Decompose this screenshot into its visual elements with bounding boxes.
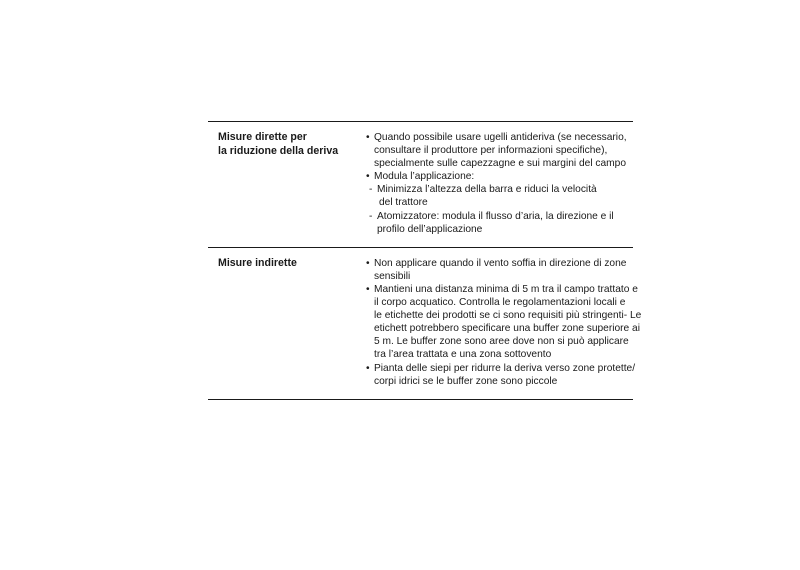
bullet-line: 5 m. Le buffer zone sono aree dove non si può applicare [374, 336, 629, 348]
bullet-line: Pianta delle siepi per ridurre la deriva verso zone protette/ [374, 362, 636, 374]
row-content [366, 131, 633, 236]
bullet-line: sensibili [374, 270, 411, 282]
bullet-icon: • [366, 171, 370, 183]
bullet-icon: • [366, 132, 370, 143]
bullet-item [366, 131, 633, 170]
row-header-line: la riduzione della deriva [218, 144, 339, 157]
row-header [208, 131, 366, 236]
bullet-line: tra l’area trattata e una zona sottovento [374, 349, 552, 361]
bullet-line: specialmente sulle capezzagne e sui margini del campo [374, 158, 626, 170]
row-content [366, 257, 641, 388]
bullet-line: le etichette dei prodotti se ci sono requisiti più stringenti- Le [374, 310, 642, 322]
dash-icon: - [369, 184, 373, 196]
bullet-line: consultare il produttore per informazioni specifiche), [374, 145, 608, 157]
bullet-icon: • [366, 362, 370, 374]
sub-item [366, 210, 633, 236]
row-header [208, 257, 366, 388]
bullet-item [366, 170, 633, 183]
measures-table [208, 121, 642, 400]
bullet-icon: • [366, 283, 370, 295]
bullet-line: il corpo acquatico. Controlla le regolamentazioni locali e [374, 297, 626, 309]
bullet-item [366, 362, 641, 388]
row-header-line: Misure indirette [218, 256, 297, 269]
sub-line: del trattore [379, 197, 428, 209]
row-header-line: Misure dirette per [218, 131, 307, 143]
table-row [208, 248, 642, 399]
bullet-line: etichett potrebbero specificare una buffer zone superiore ai [374, 323, 640, 335]
sub-line: profilo dell’applicazione [377, 223, 483, 235]
bullet-item [366, 257, 641, 283]
bullet-line: corpi idrici se le buffer zone sono piccole [374, 375, 558, 387]
dash-icon: - [369, 210, 373, 222]
sub-line: Atomizzatore: modula il flusso d’aria, la direzione e il [377, 210, 614, 222]
bullet-line: Mantieni una distanza minima di 5 m tra il campo trattato e [374, 283, 638, 295]
sub-line: Minimizza l’altezza della barra e riduci la velocità [377, 184, 597, 196]
table-bottom-rule [208, 399, 633, 400]
bullet-item [366, 283, 641, 362]
bullet-line: Non applicare quando il vento soffia in direzione di zone [374, 257, 627, 269]
table-row [208, 122, 633, 247]
bullet-line: Modula l’applicazione: [374, 171, 475, 183]
bullet-icon: • [366, 257, 370, 269]
sub-item [366, 183, 633, 209]
bullet-line: Quando possibile usare ugelli antideriva (se necessario, [374, 132, 627, 143]
